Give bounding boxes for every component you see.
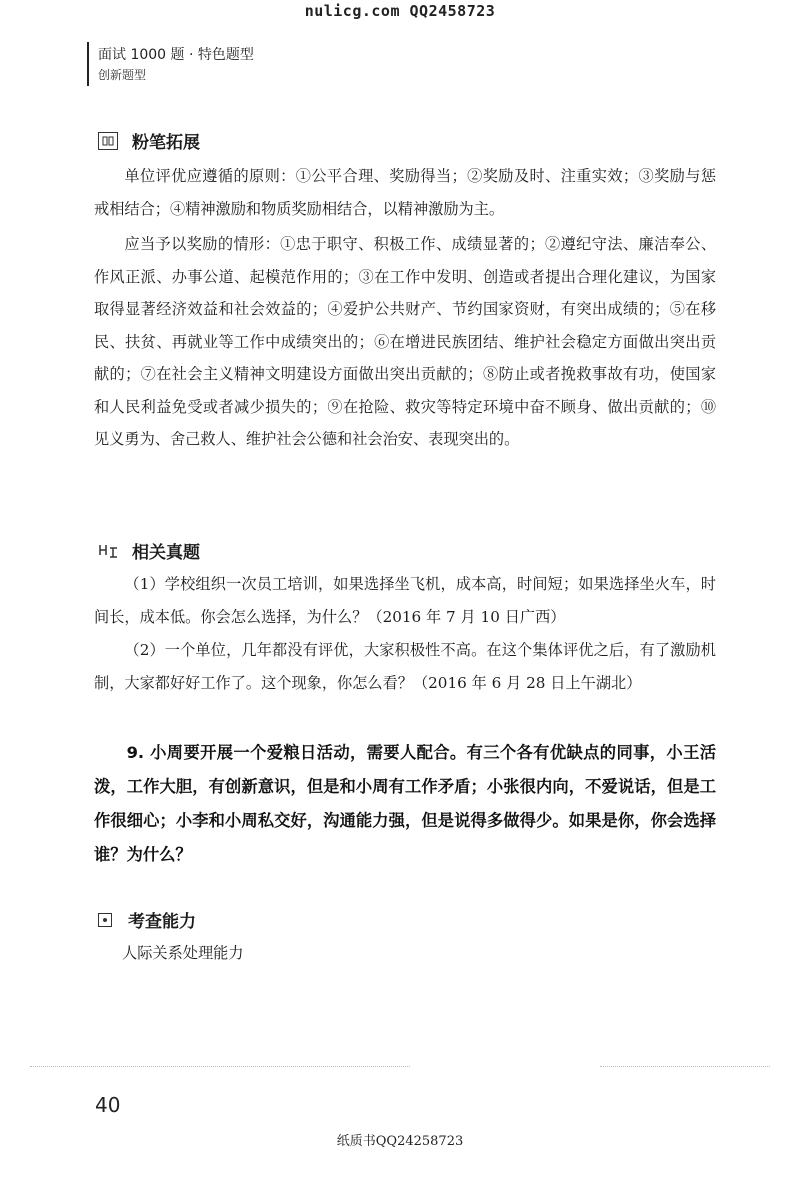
book-icon <box>98 132 118 150</box>
footer-rule-left <box>30 1066 410 1068</box>
related-question-1: （1）学校组织一次员工培训，如果选择坐飞机，成本高，时间短；如果选择坐火车，时间长，成本低。你会怎么选择，为什么？（2016 年 7 月 10 日广西） <box>94 575 716 626</box>
running-header-subtitle: 创新题型 <box>98 68 147 82</box>
section-heading-related: 相关真题 <box>132 543 200 563</box>
extension-paragraph-2: 应当予以奖励的情形：①忠于职守、积极工作、成绩显著的；②遵纪守法、廉洁奉公、作风正派、办事公道、起模范作用的；③在工作中发明、创造或者提出合理化建议，为国家取得显著经济效益和社会效益的；④爱护公共财产、节约国家资财，有突出成绩的；⑤在移民、扶贫、再就业等工作中成绩突出的；⑥在增进民族团结、维护社会稳定方面做出突出贡献的；⑦在社会主义精神文明建设方面做出突出贡献的；⑧防止或者挽救事故有功，使国家和人民利益免受或者减少损失的；⑨在抢险、救灾等特定环境中奋不顾身、做出贡献的；⑩见义勇为、舍己救人、维护社会公德和社会治安、表现突出的。 <box>94 235 716 448</box>
section-related-questions <box>98 538 200 563</box>
ability-text: 人际关系处理能力 <box>122 944 244 962</box>
section-ability <box>98 907 196 932</box>
header-rule <box>87 42 89 86</box>
page-number: 40 <box>95 1093 121 1117</box>
section-heading-ability: 考查能力 <box>128 912 196 932</box>
link-icon <box>98 542 118 560</box>
question-9: 9. 小周要开展一个爱粮日活动，需要人配合。有三个各有优缺点的同事，小王活泼，工作大胆，有创新意识，但是和小周有工作矛盾；小张很内向，不爱说话，但是工作很细心；小李和小周私交好，沟通能力强，但是说得多做得少。如果是你，你会选择谁？为什么？ <box>94 743 716 864</box>
section-extension <box>98 128 200 153</box>
bottom-watermark: 纸质书QQ24258723 <box>336 1134 464 1149</box>
extension-paragraph-1: 单位评优应遵循的原则：①公平合理、奖励得当；②奖励及时、注重实效；③奖励与惩戒相结合；④精神激励和物质奖励相结合，以精神激励为主。 <box>94 167 716 218</box>
target-icon <box>98 913 112 927</box>
top-watermark: nulicg.com QQ2458723 <box>304 2 496 20</box>
related-question-2: （2）一个单位，几年都没有评优，大家积极性不高。在这个集体评优之后，有了激励机制，大家都好好工作了。这个现象，你怎么看？（2016 年 6 月 28 日上午湖北） <box>94 641 716 692</box>
running-header-title: 面试 1000 题 · 特色题型 <box>98 47 254 63</box>
section-heading-extension: 粉笔拓展 <box>132 133 200 153</box>
footer-rule-right <box>600 1066 770 1068</box>
